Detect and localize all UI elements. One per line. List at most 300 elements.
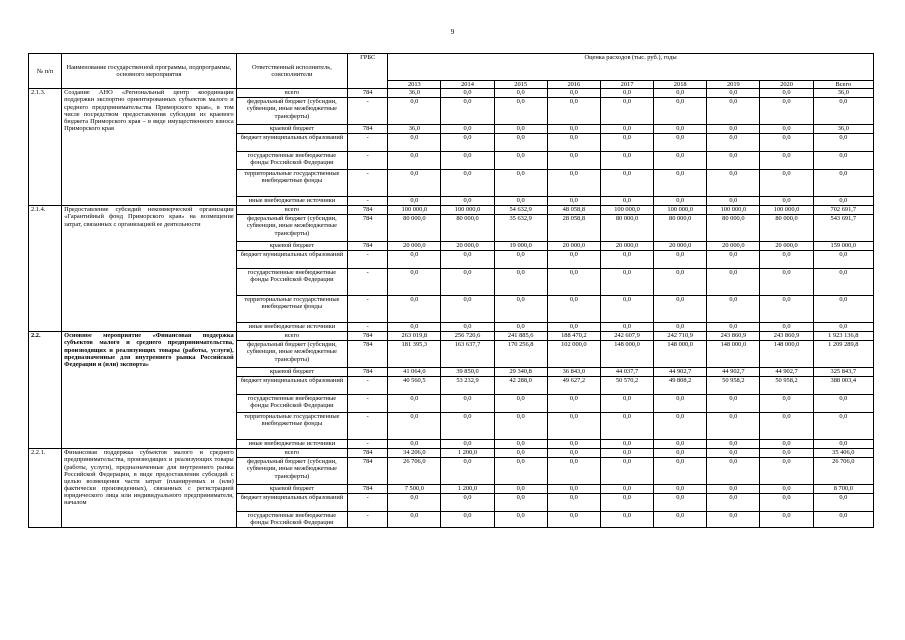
expense-value: 0,0	[760, 125, 813, 134]
expense-value: 0,0	[654, 395, 707, 413]
item-number: 2.2.	[29, 332, 62, 449]
expense-value: 0,0	[760, 296, 813, 323]
expense-value: 0,0	[441, 197, 494, 206]
expense-value: 0,0	[547, 125, 600, 134]
expense-value: 50 570,2	[600, 377, 653, 395]
table-row	[29, 89, 874, 98]
expense-value: 0,0	[600, 485, 653, 494]
expense-value: 0,0	[600, 449, 653, 458]
page-number: 9	[450, 28, 455, 36]
funding-source: краевой бюджет	[236, 242, 347, 251]
expense-value: 0,0	[654, 269, 707, 296]
expense-value: 0,0	[707, 494, 760, 512]
expense-value: 0,0	[654, 296, 707, 323]
expense-value: 28 058,8	[547, 215, 600, 242]
expense-value: 53 232,9	[441, 377, 494, 395]
expense-value: 34 206,0	[388, 449, 441, 458]
expense-value: 170 256,8	[494, 341, 547, 368]
grbs-code: 784	[348, 206, 388, 215]
funding-source: всего	[236, 449, 347, 458]
expense-value: 80 000,0	[760, 215, 813, 242]
funding-source: краевой бюджет	[236, 485, 347, 494]
expense-value: 0,0	[813, 296, 873, 323]
expense-value: 1 200,0	[441, 485, 494, 494]
expense-value: 243 860,9	[707, 332, 760, 341]
expense-value: 0,0	[813, 152, 873, 170]
expense-value: 0,0	[654, 485, 707, 494]
expense-value: 0,0	[707, 458, 760, 485]
expense-value: 0,0	[760, 152, 813, 170]
grbs-code: -	[348, 494, 388, 512]
expense-value: 0,0	[707, 125, 760, 134]
year-header: 2018	[654, 81, 707, 89]
expense-value: 0,0	[654, 449, 707, 458]
expense-value: 148 000,0	[760, 341, 813, 368]
funding-source: бюджет муниципальных образований	[236, 251, 347, 269]
expense-value: 26 706,0	[388, 458, 441, 485]
expense-value: 0,0	[441, 395, 494, 413]
expense-value: 0,0	[388, 170, 441, 197]
expense-value: 80 000,0	[707, 215, 760, 242]
year-header: 2013	[388, 81, 441, 89]
expense-value: 0,0	[707, 395, 760, 413]
expense-value: 0,0	[600, 458, 653, 485]
expense-value: 0,0	[494, 440, 547, 449]
expense-value: 0,0	[654, 512, 707, 527]
expense-value: 0,0	[707, 512, 760, 527]
expense-value: 0,0	[600, 125, 653, 134]
expense-value: 100 000,0	[441, 206, 494, 215]
expense-value: 0,0	[654, 89, 707, 98]
expense-value: 0,0	[547, 413, 600, 440]
expense-value: 0,0	[600, 296, 653, 323]
expense-value: 0,0	[760, 458, 813, 485]
expense-value: 36,0	[388, 125, 441, 134]
expense-value: 20 000,0	[441, 242, 494, 251]
expense-value: 35 632,9	[494, 215, 547, 242]
expense-value: 20 000,0	[760, 242, 813, 251]
expense-value: 36,0	[813, 125, 873, 134]
expense-value: 0,0	[494, 125, 547, 134]
expense-value: 0,0	[388, 440, 441, 449]
expense-value: 0,0	[388, 197, 441, 206]
expense-value: 388 003,4	[813, 377, 873, 395]
expense-value: 263 019,8	[388, 332, 441, 341]
expense-value: 0,0	[654, 323, 707, 332]
expense-value: 0,0	[494, 98, 547, 125]
expense-value: 0,0	[760, 512, 813, 527]
grbs-code: -	[348, 323, 388, 332]
grbs-code: 784	[348, 125, 388, 134]
expense-value: 0,0	[441, 323, 494, 332]
expense-value: 0,0	[441, 134, 494, 152]
grbs-code: -	[348, 197, 388, 206]
expense-value: 0,0	[600, 413, 653, 440]
expense-value: 0,0	[600, 134, 653, 152]
expense-value: 44 902,7	[760, 368, 813, 377]
expense-value: 0,0	[441, 152, 494, 170]
expense-value: 0,0	[654, 152, 707, 170]
expense-value: 188 470,2	[547, 332, 600, 341]
expense-value: 26 706,0	[813, 458, 873, 485]
grbs-code: 784	[348, 341, 388, 368]
expense-value: 0,0	[600, 152, 653, 170]
expense-value: 0,0	[813, 323, 873, 332]
funding-source: государственные внебюджетные фонды Российской Федерации	[236, 395, 347, 413]
expense-value: 20 000,0	[388, 242, 441, 251]
header-estimate: Оценка расходов (тыс. руб.), годы	[388, 54, 874, 81]
expense-value: 48 058,8	[547, 206, 600, 215]
expense-value: 0,0	[441, 512, 494, 527]
expense-value: 0,0	[600, 197, 653, 206]
expense-value: 0,0	[441, 440, 494, 449]
expense-value: 1 923 136,8	[813, 332, 873, 341]
expense-value: 0,0	[600, 269, 653, 296]
grbs-code: 784	[348, 458, 388, 485]
item-number: 2.1.3.	[29, 89, 62, 206]
expense-value: 0,0	[547, 134, 600, 152]
expense-value: 0,0	[547, 512, 600, 527]
expense-value: 0,0	[388, 395, 441, 413]
expense-value: 0,0	[707, 449, 760, 458]
expense-value: 0,0	[654, 458, 707, 485]
funding-source: всего	[236, 89, 347, 98]
expense-value: 0,0	[707, 413, 760, 440]
expense-value: 159 000,0	[813, 242, 873, 251]
expense-value: 0,0	[547, 440, 600, 449]
expense-value: 242 607,9	[600, 332, 653, 341]
expense-value: 0,0	[707, 323, 760, 332]
funding-source: государственные внебюджетные фонды Российской Федерации	[236, 152, 347, 170]
expense-value: 0,0	[760, 170, 813, 197]
funding-source: бюджет муниципальных образований	[236, 134, 347, 152]
funding-source: государственные внебюджетные фонды Российской Федерации	[236, 269, 347, 296]
expense-value: 0,0	[813, 134, 873, 152]
year-header: 2015	[494, 81, 547, 89]
expense-value: 49 627,2	[547, 377, 600, 395]
expense-value: 0,0	[441, 269, 494, 296]
expense-value: 0,0	[388, 269, 441, 296]
expense-value: 256 720,6	[441, 332, 494, 341]
expense-value: 0,0	[388, 296, 441, 323]
expense-value: 80 000,0	[388, 215, 441, 242]
item-number: 2.1.4.	[29, 206, 62, 332]
expense-value: 0,0	[547, 89, 600, 98]
expense-value: 0,0	[813, 395, 873, 413]
header-num: № п/п	[29, 54, 62, 89]
grbs-code: -	[348, 170, 388, 197]
expense-value: 148 000,0	[600, 341, 653, 368]
expense-value: 0,0	[760, 134, 813, 152]
year-header: 2020	[760, 81, 813, 89]
expense-value: 0,0	[547, 269, 600, 296]
expense-value: 44 037,7	[600, 368, 653, 377]
expense-value: 0,0	[494, 494, 547, 512]
funding-source: федеральный бюджет (субсидии, субвенции, иные межбюджетные трансферты)	[236, 341, 347, 368]
expense-value: 0,0	[760, 395, 813, 413]
funding-source: всего	[236, 332, 347, 341]
expense-value: 0,0	[600, 170, 653, 197]
expense-value: 100 000,0	[707, 206, 760, 215]
expense-value: 0,0	[707, 134, 760, 152]
table-row	[29, 206, 874, 215]
expense-value: 0,0	[654, 134, 707, 152]
expense-value: 0,0	[813, 413, 873, 440]
expense-value: 0,0	[547, 395, 600, 413]
expense-value: 0,0	[494, 251, 547, 269]
expense-value: 0,0	[547, 170, 600, 197]
expense-value: 0,0	[494, 197, 547, 206]
expense-value: 241 885,6	[494, 332, 547, 341]
expense-value: 0,0	[494, 395, 547, 413]
expense-value: 0,0	[654, 170, 707, 197]
expense-value: 44 902,7	[707, 368, 760, 377]
expense-value: 44 902,7	[654, 368, 707, 377]
funding-source: иные внебюджетные источники	[236, 323, 347, 332]
funding-source: всего	[236, 206, 347, 215]
expense-value: 0,0	[494, 134, 547, 152]
expense-value: 40 560,5	[388, 377, 441, 395]
funding-source: бюджет муниципальных образований	[236, 377, 347, 395]
expense-value: 0,0	[547, 197, 600, 206]
expense-value: 39 850,0	[441, 368, 494, 377]
expense-value: 0,0	[654, 440, 707, 449]
expense-value: 0,0	[494, 449, 547, 458]
expense-value: 0,0	[388, 323, 441, 332]
expense-value: 0,0	[707, 170, 760, 197]
item-description: Предоставление субсидий некоммерческой организации «Гарантийный фонд Приморского края» на возмещение затрат, связанных с организацией ее деятельности	[62, 206, 237, 332]
expense-value: 0,0	[654, 494, 707, 512]
expenditure-table	[28, 53, 874, 528]
expense-value: 41 064,0	[388, 368, 441, 377]
expense-value: 0,0	[654, 197, 707, 206]
expense-value: 0,0	[760, 494, 813, 512]
grbs-code: -	[348, 98, 388, 125]
funding-source: территориальные государственные внебюджетные фонды	[236, 296, 347, 323]
expense-value: 0,0	[707, 296, 760, 323]
expense-value: 181 395,3	[388, 341, 441, 368]
expense-value: 0,0	[441, 296, 494, 323]
expense-value: 100 000,0	[600, 206, 653, 215]
grbs-code: 784	[348, 215, 388, 242]
expense-value: 50 958,2	[760, 377, 813, 395]
expense-value: 50 958,2	[707, 377, 760, 395]
expense-value: 0,0	[494, 296, 547, 323]
expense-value: 0,0	[760, 251, 813, 269]
expense-value: 20 000,0	[707, 242, 760, 251]
expense-value: 36,0	[388, 89, 441, 98]
year-header: 2017	[600, 81, 653, 89]
grbs-code: 784	[348, 242, 388, 251]
grbs-code: -	[348, 440, 388, 449]
grbs-code: -	[348, 395, 388, 413]
expense-value: 0,0	[388, 152, 441, 170]
item-number: 2.2.1.	[29, 449, 62, 527]
expense-value: 0,0	[760, 98, 813, 125]
expense-value: 0,0	[654, 251, 707, 269]
expense-value: 0,0	[760, 197, 813, 206]
expense-value: 0,0	[760, 89, 813, 98]
expense-value: 0,0	[654, 125, 707, 134]
expense-value: 20 000,0	[600, 242, 653, 251]
expense-value: 0,0	[441, 170, 494, 197]
year-header: 2019	[707, 81, 760, 89]
expense-value: 0,0	[813, 251, 873, 269]
expense-value: 35 406,0	[813, 449, 873, 458]
expense-value: 36 843,0	[547, 368, 600, 377]
funding-source: краевой бюджет	[236, 368, 347, 377]
expense-value: 0,0	[441, 98, 494, 125]
funding-source: федеральный бюджет (субсидии, субвенции, иные межбюджетные трансферты)	[236, 215, 347, 242]
expense-value: 102 000,0	[547, 341, 600, 368]
expense-value: 0,0	[707, 251, 760, 269]
expense-value: 543 691,7	[813, 215, 873, 242]
header-grbs: ГРБС	[348, 54, 388, 89]
grbs-code: 784	[348, 368, 388, 377]
expense-value: 0,0	[547, 449, 600, 458]
grbs-code: 784	[348, 332, 388, 341]
expense-value: 0,0	[707, 485, 760, 494]
expense-value: 0,0	[707, 89, 760, 98]
expense-value: 0,0	[600, 494, 653, 512]
expense-value: 0,0	[494, 89, 547, 98]
expense-value: 0,0	[547, 98, 600, 125]
expense-value: 54 632,9	[494, 206, 547, 215]
expense-value: 0,0	[494, 152, 547, 170]
expense-value: 0,0	[707, 269, 760, 296]
expense-value: 36,0	[813, 89, 873, 98]
expense-value: 0,0	[547, 323, 600, 332]
year-header: Всего	[813, 81, 873, 89]
funding-source: иные внебюджетные источники	[236, 440, 347, 449]
expense-value: 0,0	[600, 98, 653, 125]
year-header: 2016	[547, 81, 600, 89]
expense-value: 1 200,0	[441, 449, 494, 458]
expense-value: 42 288,0	[494, 377, 547, 395]
expense-value: 0,0	[547, 251, 600, 269]
funding-source: территориальные государственные внебюджетные фонды	[236, 170, 347, 197]
expense-value: 20 000,0	[654, 242, 707, 251]
expense-value: 80 000,0	[654, 215, 707, 242]
funding-source: территориальные государственные внебюджетные фонды	[236, 413, 347, 440]
expense-value: 0,0	[600, 440, 653, 449]
funding-source: федеральный бюджет (субсидии, субвенции, иные межбюджетные трансферты)	[236, 98, 347, 125]
expense-value: 7 500,0	[388, 485, 441, 494]
expense-value: 0,0	[654, 98, 707, 125]
expense-value: 0,0	[547, 494, 600, 512]
grbs-code: -	[348, 296, 388, 323]
expense-value: 0,0	[547, 152, 600, 170]
expense-value: 19 000,0	[494, 242, 547, 251]
funding-source: государственные внебюджетные фонды Российской Федерации	[236, 512, 347, 527]
expense-value: 100 000,0	[654, 206, 707, 215]
expense-value: 0,0	[813, 170, 873, 197]
expense-value: 0,0	[494, 170, 547, 197]
funding-source: федеральный бюджет (субсидии, субвенции, иные межбюджетные трансферты)	[236, 458, 347, 485]
expense-value: 0,0	[441, 89, 494, 98]
expense-value: 100 000,0	[760, 206, 813, 215]
expense-value: 0,0	[600, 89, 653, 98]
grbs-code: 784	[348, 89, 388, 98]
expense-value: 80 000,0	[441, 215, 494, 242]
expense-value: 0,0	[760, 323, 813, 332]
expense-value: 49 808,2	[654, 377, 707, 395]
expense-value: 0,0	[707, 440, 760, 449]
table-row	[29, 449, 874, 458]
expense-value: 0,0	[388, 98, 441, 125]
expense-value: 0,0	[494, 269, 547, 296]
expense-value: 0,0	[441, 125, 494, 134]
expense-value: 242 710,9	[654, 332, 707, 341]
expense-value: 148 000,0	[654, 341, 707, 368]
expense-value: 0,0	[388, 512, 441, 527]
grbs-code: -	[348, 269, 388, 296]
expense-value: 29 340,8	[494, 368, 547, 377]
expense-value: 0,0	[600, 323, 653, 332]
expense-value: 0,0	[441, 251, 494, 269]
expense-value: 163 637,7	[441, 341, 494, 368]
expense-value: 100 000,0	[388, 206, 441, 215]
expense-value: 0,0	[813, 494, 873, 512]
grbs-code: -	[348, 377, 388, 395]
expense-value: 0,0	[813, 98, 873, 125]
expense-value: 0,0	[388, 494, 441, 512]
grbs-code: 784	[348, 449, 388, 458]
expense-value: 0,0	[813, 512, 873, 527]
expense-value: 0,0	[707, 98, 760, 125]
expense-value: 0,0	[813, 440, 873, 449]
expense-value: 0,0	[388, 413, 441, 440]
expense-value: 0,0	[441, 458, 494, 485]
expense-value: 0,0	[760, 413, 813, 440]
expense-value: 0,0	[760, 485, 813, 494]
expense-value: 0,0	[707, 152, 760, 170]
grbs-code: -	[348, 134, 388, 152]
expense-value: 0,0	[547, 296, 600, 323]
item-description: Финансовая поддержка субъектов малого и среднего предпринимательства, производящих и реализующих товары (работы, услуги), предназначенные для внутреннего рынка Российской Федерации, в виде предоставления субсидий с целью возмещения части затрат (планируемых и (или) фактически произведенных), связанных с регистрацией юридического лица или индивидуального предпринимателя, началом	[62, 449, 237, 527]
expense-value: 0,0	[707, 197, 760, 206]
item-description: Создание АНО «Региональный центр координации поддержки экспортно ориентированных субъектов малого и среднего предпринимательства Приморского края», в том числе посредством предоставления субсидии из краевого бюджета Приморского края – в виде имущественного взноса Приморского края	[62, 89, 237, 206]
expense-value: 243 860,9	[760, 332, 813, 341]
expense-value: 702 691,7	[813, 206, 873, 215]
expense-value: 0,0	[494, 512, 547, 527]
expense-value: 0,0	[547, 458, 600, 485]
expense-value: 0,0	[494, 485, 547, 494]
expense-value: 0,0	[600, 251, 653, 269]
expense-value: 80 000,0	[600, 215, 653, 242]
expense-value: 0,0	[547, 485, 600, 494]
grbs-code: -	[348, 512, 388, 527]
expense-value: 0,0	[388, 251, 441, 269]
expense-value: 0,0	[600, 512, 653, 527]
expense-value: 8 700,0	[813, 485, 873, 494]
grbs-code: -	[348, 251, 388, 269]
year-header: 2014	[441, 81, 494, 89]
expense-value: 0,0	[760, 449, 813, 458]
expense-value: 20 000,0	[547, 242, 600, 251]
expense-value: 0,0	[813, 197, 873, 206]
expense-value: 0,0	[760, 440, 813, 449]
expense-value: 0,0	[441, 494, 494, 512]
expense-value: 0,0	[494, 413, 547, 440]
item-description: Основное мероприятие «Финансовая поддержка субъектов малого и среднего предпринимательства, производящих и реализующих товары (работы, услуги), предназначенные для внутреннего рынка Российской Федерации и (или) экспорта»	[62, 332, 237, 449]
funding-source: бюджет муниципальных образований	[236, 494, 347, 512]
expense-value: 148 000,0	[707, 341, 760, 368]
table-row	[29, 332, 874, 341]
funding-source: краевой бюджет	[236, 125, 347, 134]
expense-value: 0,0	[760, 269, 813, 296]
expense-value: 0,0	[494, 458, 547, 485]
